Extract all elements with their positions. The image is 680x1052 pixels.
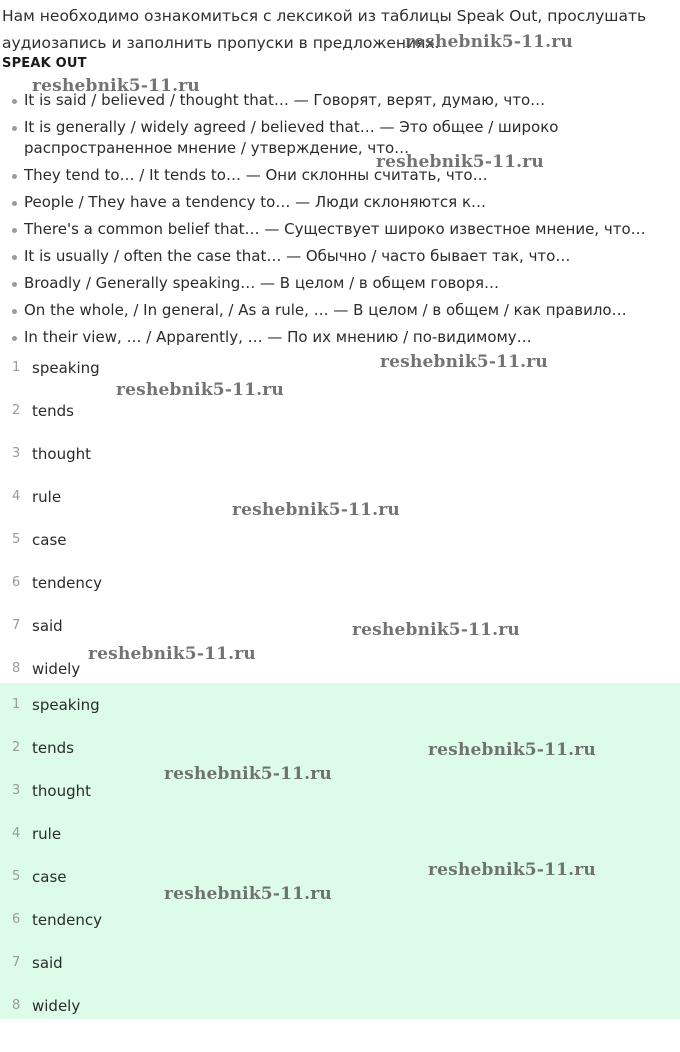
answer-number: 3 [12,446,21,461]
phrase-item: It is said / believed / thought that… — Говорят, верят, думаю, что… [0,90,660,111]
bullet-icon [12,99,17,104]
watermark: reshebnik5-11.ru [232,500,400,520]
answer-word: said [32,953,63,972]
answer-number: 5 [12,532,21,547]
bullet-icon [12,255,17,260]
watermark: reshebnik5-11.ru [164,884,332,904]
answer-number: 1 [12,360,21,375]
answer-item [0,432,680,475]
answer-word: tendency [32,573,102,592]
answer-item [0,898,680,941]
watermark: reshebnik5-11.ru [88,644,256,664]
answer-item [0,389,680,432]
answer-word: rule [32,487,62,506]
answer-number: 7 [12,618,21,633]
watermark: reshebnik5-11.ru [376,152,544,172]
answer-item [0,604,680,647]
bullet-icon [12,228,17,233]
watermark: reshebnik5-11.ru [164,764,332,784]
answer-word: tends [32,738,74,757]
watermark: reshebnik5-11.ru [380,352,548,372]
intro-text: Нам необходимо ознакомиться с лексикой из таблицы Speak Out, прослушать аудиозапись и заполнить пропуски в предложениях. [2,7,647,52]
watermark: reshebnik5-11.ru [32,76,200,96]
answer-number: 4 [12,826,21,841]
answer-item [0,518,680,561]
answer-number: 6 [12,912,21,927]
watermark: reshebnik5-11.ru [116,380,284,400]
answer-number: 2 [12,403,21,418]
answer-item [0,812,680,855]
watermark: reshebnik5-11.ru [428,740,596,760]
answer-number: 4 [12,489,21,504]
bullet-icon [12,174,17,179]
answer-word: rule [32,824,62,843]
bullet-icon [12,336,17,341]
answer-item [0,984,680,1027]
watermark: reshebnik5-11.ru [405,32,573,52]
answer-word: case [32,530,67,549]
answer-number: 8 [12,661,21,676]
phrase-item: On the whole, / In general, / As a rule, … — В целом / в общем / как правило… [0,300,660,321]
watermark: reshebnik5-11.ru [352,620,520,640]
bullet-icon [12,126,17,131]
answer-item [0,769,680,812]
answer-item [0,941,680,984]
answer-item [0,561,680,604]
answer-number: 2 [12,740,21,755]
answer-word: widely [32,659,81,678]
answer-word: said [32,616,63,635]
answer-item [0,346,680,389]
answer-word: thought [32,781,91,800]
answer-number: 6 [12,575,21,590]
watermark: reshebnik5-11.ru [428,860,596,880]
answer-number: 3 [12,783,21,798]
section-title: SPEAK OUT [2,56,87,71]
bullet-icon [12,282,17,287]
bullet-icon [12,201,17,206]
answer-word: tends [32,401,74,420]
answer-number: 5 [12,869,21,884]
answer-number: 8 [12,998,21,1013]
answer-word: speaking [32,358,100,377]
answer-word: case [32,867,67,886]
answer-word: widely [32,996,81,1015]
phrase-item: In their view, … / Apparently, … — По их мнению / по-видимому… [0,327,660,348]
answer-word: thought [32,444,91,463]
phrase-item: It is generally / widely agreed / believed that… — Это общее / широко распространенное мнение / утверждение, что… [0,117,660,159]
answer-word: speaking [32,695,100,714]
phrase-item: People / They have a tendency to… — Люди склоняются к… [0,192,660,213]
answer-item [0,683,680,726]
phrase-item: There's a common belief that… — Существует широко известное мнение, что… [0,219,660,240]
phrase-item: Broadly / Generally speaking… — В целом / в общем говоря… [0,273,660,294]
answer-number: 1 [12,697,21,712]
phrase-item: It is usually / often the case that… — Обычно / часто бывает так, что… [0,246,660,267]
answer-number: 7 [12,955,21,970]
phrase-item: They tend to… / It tends to… — Они склонны считать, что… [0,165,660,186]
answer-list-highlighted [0,683,680,1019]
answer-word: tendency [32,910,102,929]
phrase-list [0,90,660,354]
bullet-icon [12,309,17,314]
